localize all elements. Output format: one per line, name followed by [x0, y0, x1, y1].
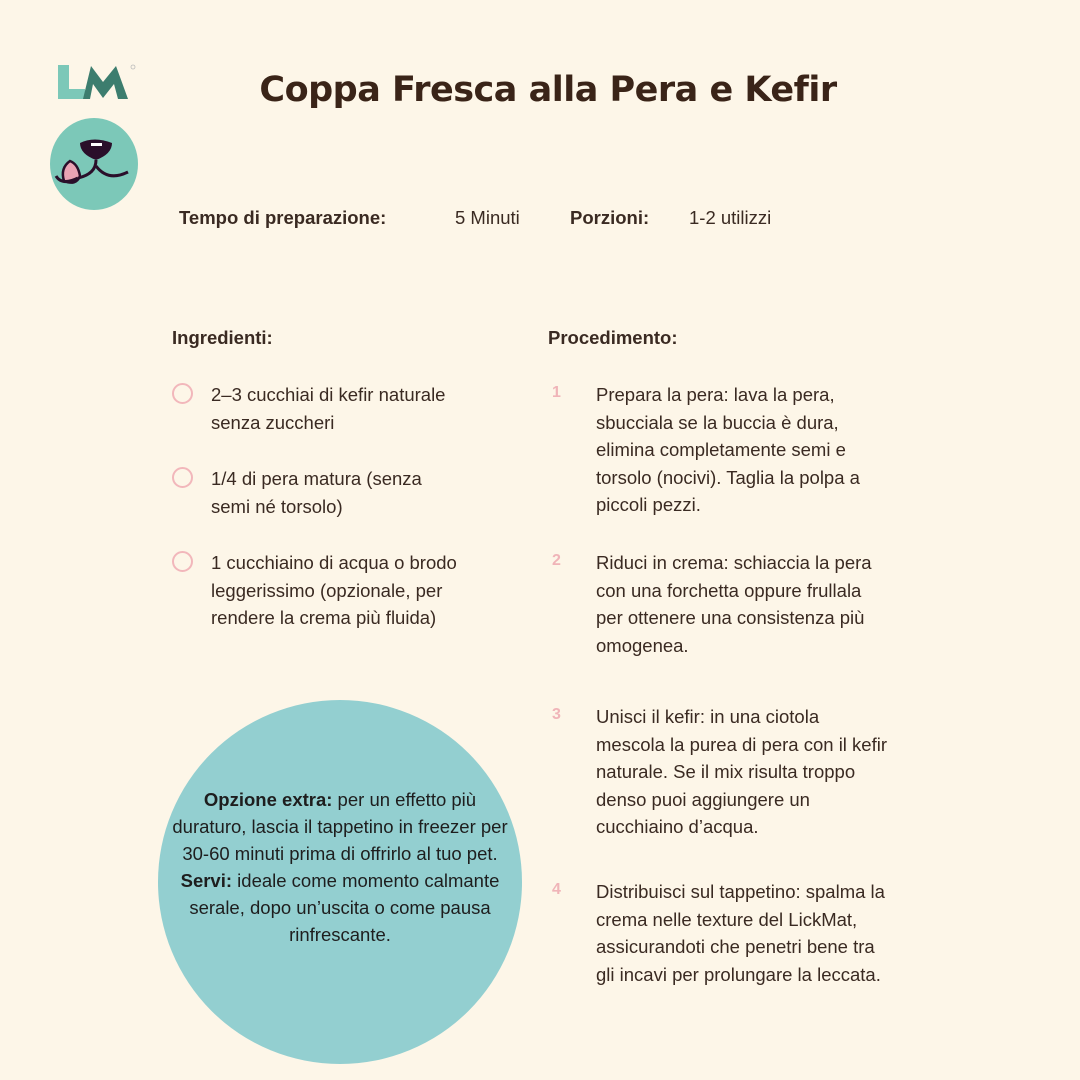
checkbox-circle-icon[interactable] [172, 467, 193, 488]
extra-option-text: per un effetto più duraturo, lascia il tappetino in freezer per 30-60 minuti prima di offrirlo al tuo pet. [172, 789, 508, 864]
ingredient-text: 2–3 cucchiai di kefir naturale senza zuccheri [211, 384, 446, 433]
checkbox-circle-icon[interactable] [172, 383, 193, 404]
ingredient-item [172, 549, 472, 632]
serve-text: ideale come momento calmante serale, dopo un’uscita o come pausa rinfrescante. [189, 870, 500, 945]
step-text: Riduci in crema: schiaccia la pera con una forchetta oppure frullala per ottenere una consistenza più omogenea. [596, 552, 872, 656]
procedure-step [548, 878, 888, 988]
ingredient-item [172, 465, 472, 520]
extra-option-label: Opzione extra: [203, 789, 333, 810]
step-number: 2 [552, 552, 561, 569]
step-number: 1 [552, 384, 561, 401]
servings-label: Porzioni: [570, 207, 650, 228]
prep-time-label: Tempo di preparazione: [179, 207, 387, 228]
ingredient-text: 1 cucchiaino di acqua o brodo leggerissimo (opzionale, per rendere la crema più fluida) [211, 552, 457, 628]
step-number: 3 [552, 706, 561, 723]
step-text: Prepara la pera: lava la pera, sbucciala se la buccia è dura, elimina completamente semi e torsolo (nocivi). Taglia la polpa a piccoli pezzi. [596, 384, 860, 515]
step-number: 4 [552, 881, 561, 898]
checkbox-circle-icon[interactable] [172, 551, 193, 572]
ingredient-item [172, 381, 472, 436]
procedure-step [548, 703, 888, 841]
dog-face-logo-icon [48, 56, 148, 211]
prep-time-value: 5 Minuti [455, 207, 520, 228]
extra-tip-text [168, 786, 512, 948]
brand-logo [48, 56, 148, 211]
step-text: Distribuisci sul tappetino: spalma la crema nelle texture del LickMat, assicurandoti che penetri bene tra gli incavi per prolungare la leccata. [596, 881, 885, 985]
procedure-step [548, 381, 888, 519]
ingredient-text: 1/4 di pera matura (senza semi né torsolo) [211, 468, 422, 517]
servings-value: 1-2 utilizzi [689, 207, 772, 228]
step-text: Unisci il kefir: in una ciotola mescola la purea di pera con il kefir naturale. Se il mix risulta troppo denso puoi aggiungere un cucchiaino d’acqua. [596, 706, 888, 837]
ingredients-heading: Ingredienti: [172, 327, 273, 348]
serve-label: Servi: [180, 870, 233, 891]
procedure-step [548, 549, 888, 659]
procedure-heading: Procedimento: [548, 327, 678, 348]
recipe-title: Coppa Fresca alla Pera e Kefir [259, 70, 837, 110]
